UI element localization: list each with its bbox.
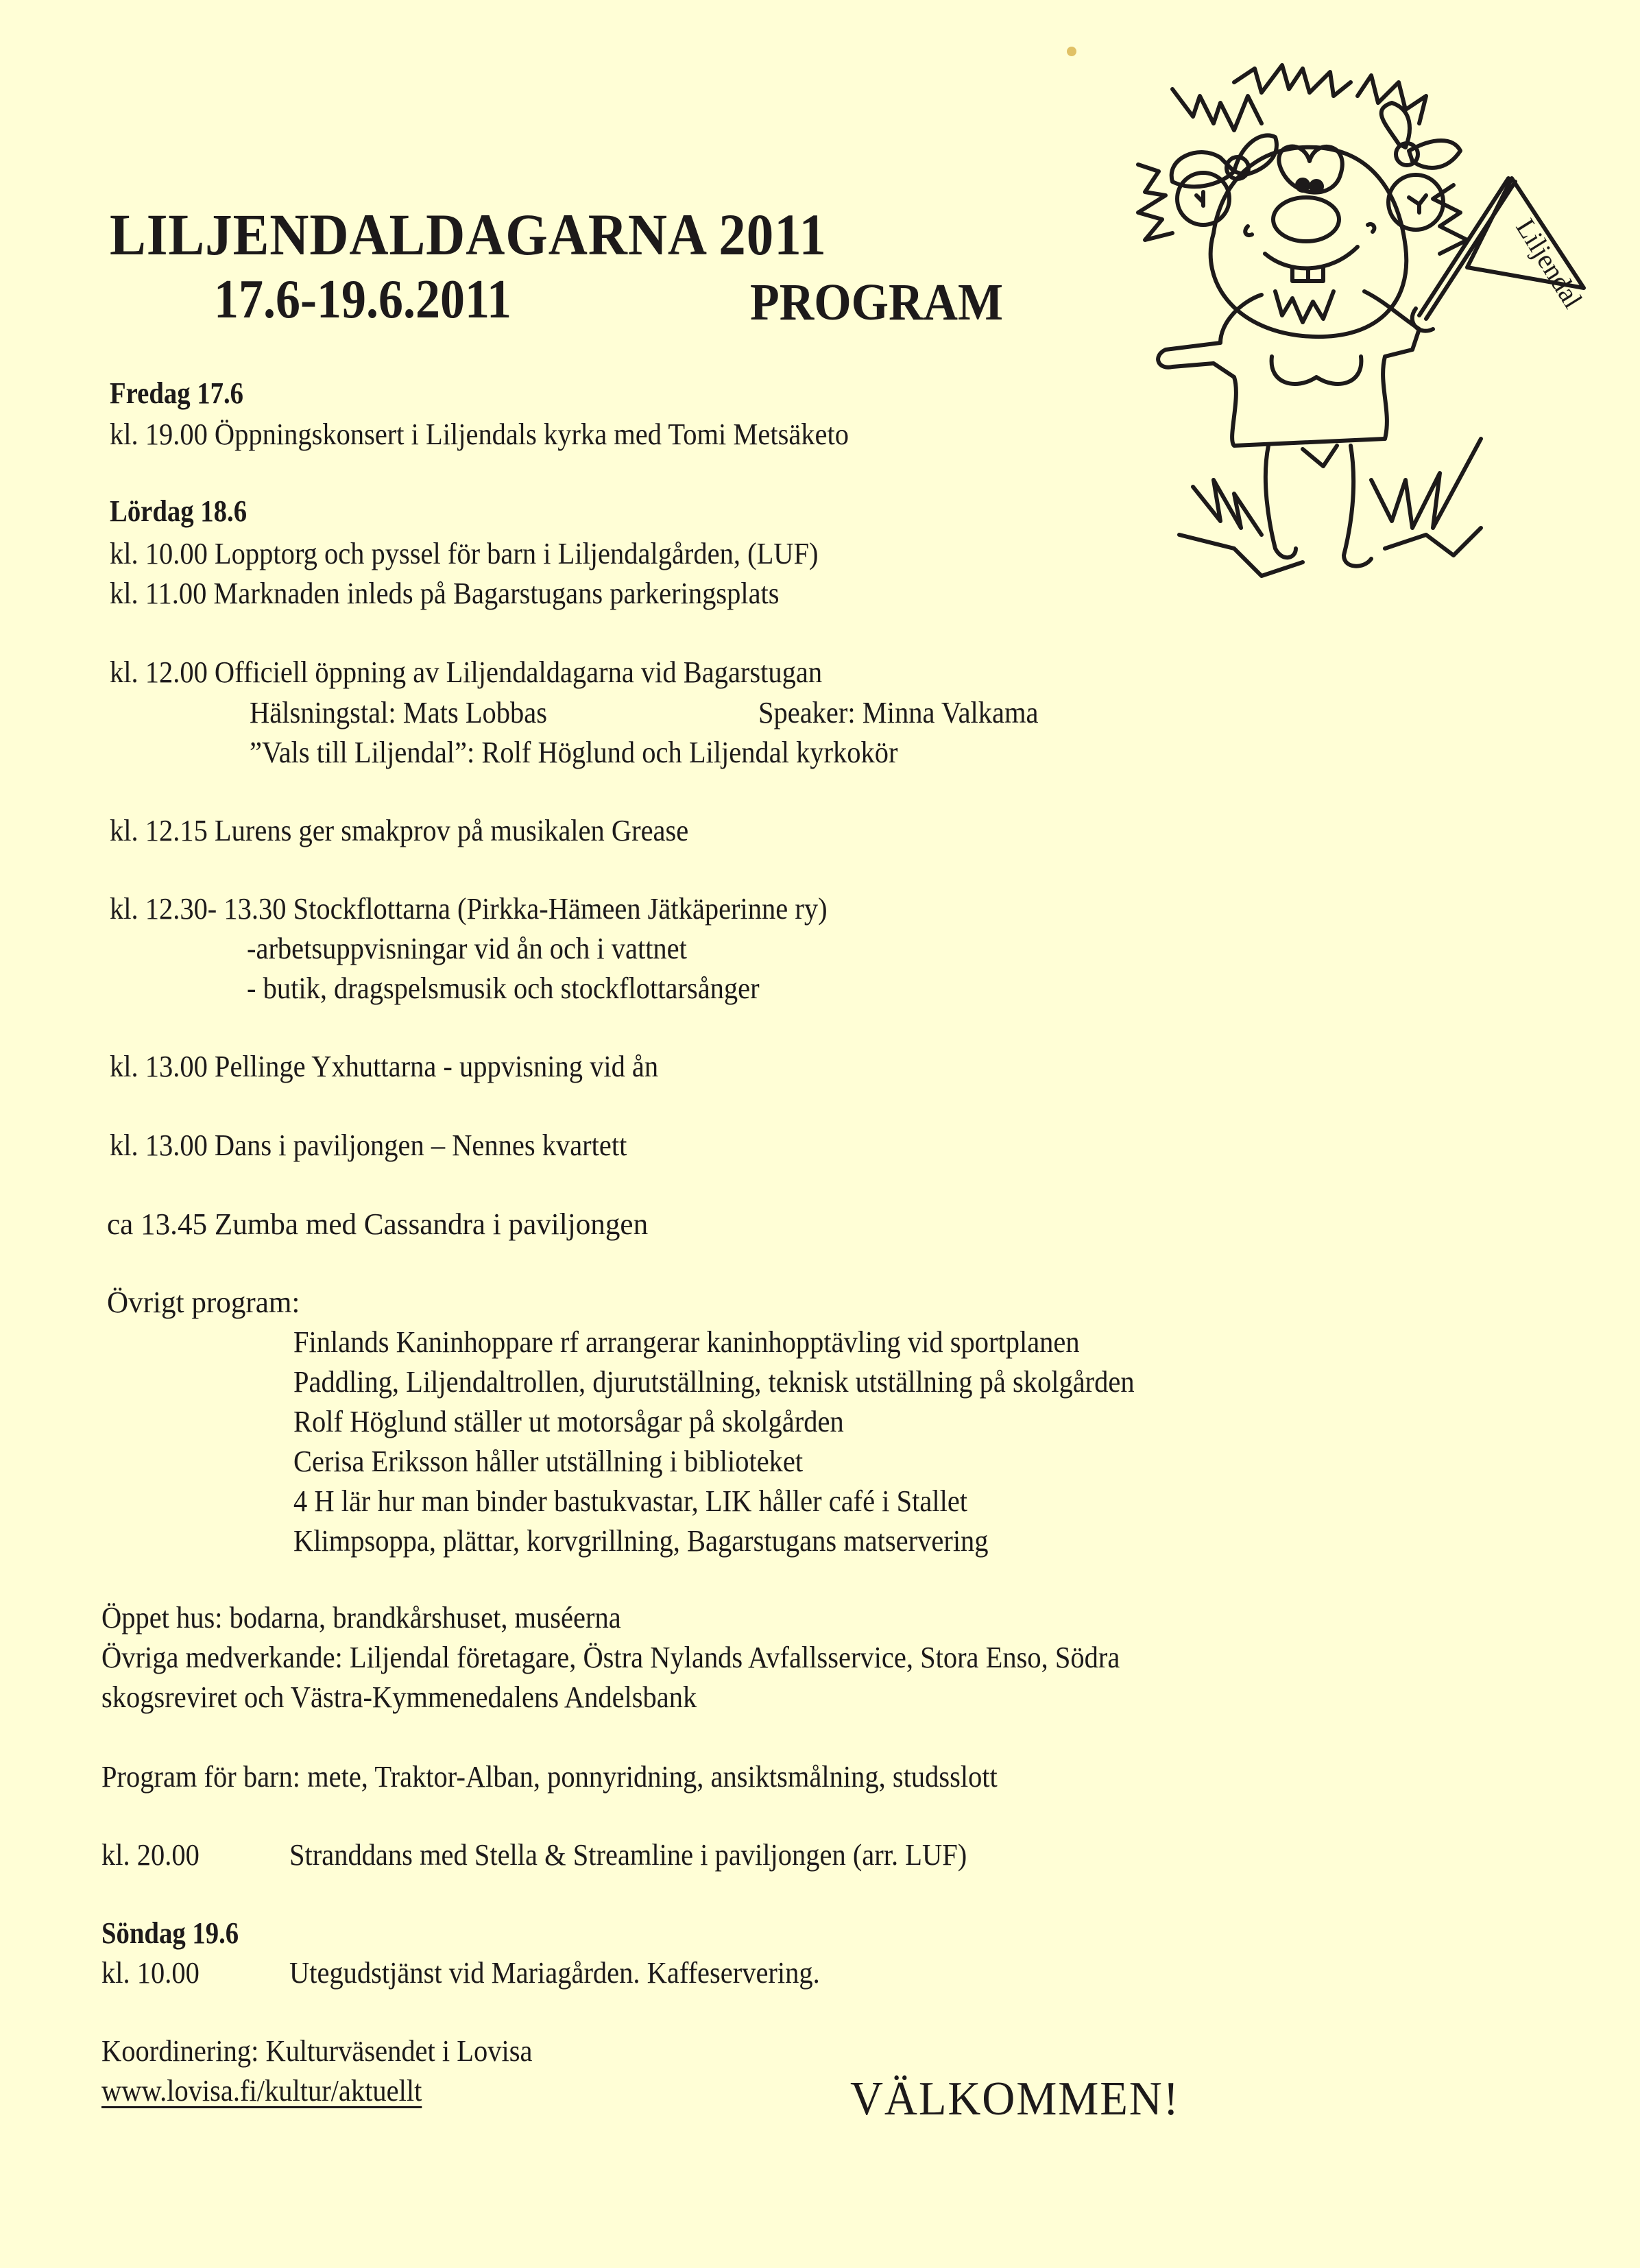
- event-line: kl. 13.00 Dans i paviljongen – Nennes kvartett: [110, 1129, 627, 1162]
- event-line: kl. 19.00 Öppningskonsert i Liljendals kyrka med Tomi Metsäketo: [110, 418, 849, 451]
- event-line: kl. 12.15 Lurens ger smakprov på musikalen Grease: [110, 814, 689, 847]
- sunday-time: kl. 10.00: [101, 1956, 200, 1990]
- other-program-heading: Övrigt program:: [107, 1286, 300, 1319]
- event-line: kl. 11.00 Marknaden inleds på Bagarstugans parkeringsplats: [110, 577, 780, 610]
- scan-speck: [1067, 47, 1076, 56]
- event-line: kl. 13.00 Pellinge Yxhuttarna - uppvisning vid ån: [110, 1050, 659, 1083]
- sunday-event: Utegudstjänst vid Mariagården. Kaffeservering.: [289, 1956, 820, 1990]
- event-line: ca 13.45 Zumba med Cassandra i paviljongen: [107, 1207, 649, 1241]
- page-title: LILJENDALDAGARNA 2011: [110, 202, 827, 267]
- other-program-item: Finlands Kaninhoppare rf arrangerar kaninhopptävling vid sportplanen: [293, 1325, 1080, 1359]
- day-heading-sunday: Söndag 19.6: [101, 1916, 239, 1950]
- contributors-line: Övriga medverkande: Liljendal företagare, Östra Nylands Avfallsservice, Stora Enso, Södra: [101, 1641, 1120, 1674]
- website-link[interactable]: www.lovisa.fi/kultur/aktuellt: [101, 2074, 422, 2108]
- welcome-text: VÄLKOMMEN!: [850, 2073, 1180, 2125]
- troll-mascot-icon: [1097, 55, 1591, 590]
- opening-speaker: Speaker: Minna Valkama: [758, 696, 1039, 729]
- event-line-opening: kl. 12.00 Officiell öppning av Liljendaldagarna vid Bagarstugan: [110, 655, 823, 689]
- event-dates: 17.6-19.6.2011: [214, 269, 512, 330]
- event-line: kl. 10.00 Lopptorg och pyssel för barn i Liljendalgården, (LUF): [110, 537, 819, 570]
- event-line-stockflottarna: kl. 12.30- 13.30 Stockflottarna (Pirkka-Hämeen Jätkäperinne ry): [110, 892, 828, 926]
- open-house-line: Öppet hus: bodarna, brandkårshuset, muséerna: [101, 1601, 621, 1634]
- pennant-label: Liljendal: [1510, 213, 1589, 314]
- other-program-item: Rolf Höglund ställer ut motorsågar på skolgården: [293, 1405, 844, 1438]
- other-program-item: 4 H lär hur man binder bastukvastar, LIK håller café i Stallet: [293, 1484, 968, 1518]
- opening-greeting: Hälsningstal: Mats Lobbas: [250, 696, 547, 729]
- other-program-item: Paddling, Liljendaltrollen, djurutställning, teknisk utställning på skolgården: [293, 1365, 1135, 1399]
- program-label: PROGRAM: [750, 274, 1003, 331]
- contributors-line: skogsreviret och Västra-Kymmenedalens Andelsbank: [101, 1680, 697, 1714]
- coordination-line: Koordinering: Kulturväsendet i Lovisa: [101, 2034, 533, 2068]
- evening-event: Stranddans med Stella & Streamline i paviljongen (arr. LUF): [289, 1838, 967, 1872]
- other-program-item: Cerisa Eriksson håller utställning i biblioteket: [293, 1445, 804, 1478]
- event-sub-line: -arbetsuppvisningar vid ån och i vattnet: [247, 932, 687, 965]
- kids-program-line: Program för barn: mete, Traktor-Alban, ponnyridning, ansiktsmålning, studsslott: [101, 1760, 998, 1794]
- day-heading-saturday: Lördag 18.6: [110, 494, 248, 528]
- event-sub-line: - butik, dragspelsmusik och stockflottarsånger: [247, 972, 760, 1005]
- day-heading-friday: Fredag 17.6: [110, 376, 244, 410]
- evening-time: kl. 20.00: [101, 1838, 200, 1872]
- opening-song: ”Vals till Liljendal”: Rolf Höglund och Liljendal kyrkokör: [250, 736, 898, 769]
- other-program-item: Klimpsoppa, plättar, korvgrillning, Bagarstugans matservering: [293, 1524, 989, 1558]
